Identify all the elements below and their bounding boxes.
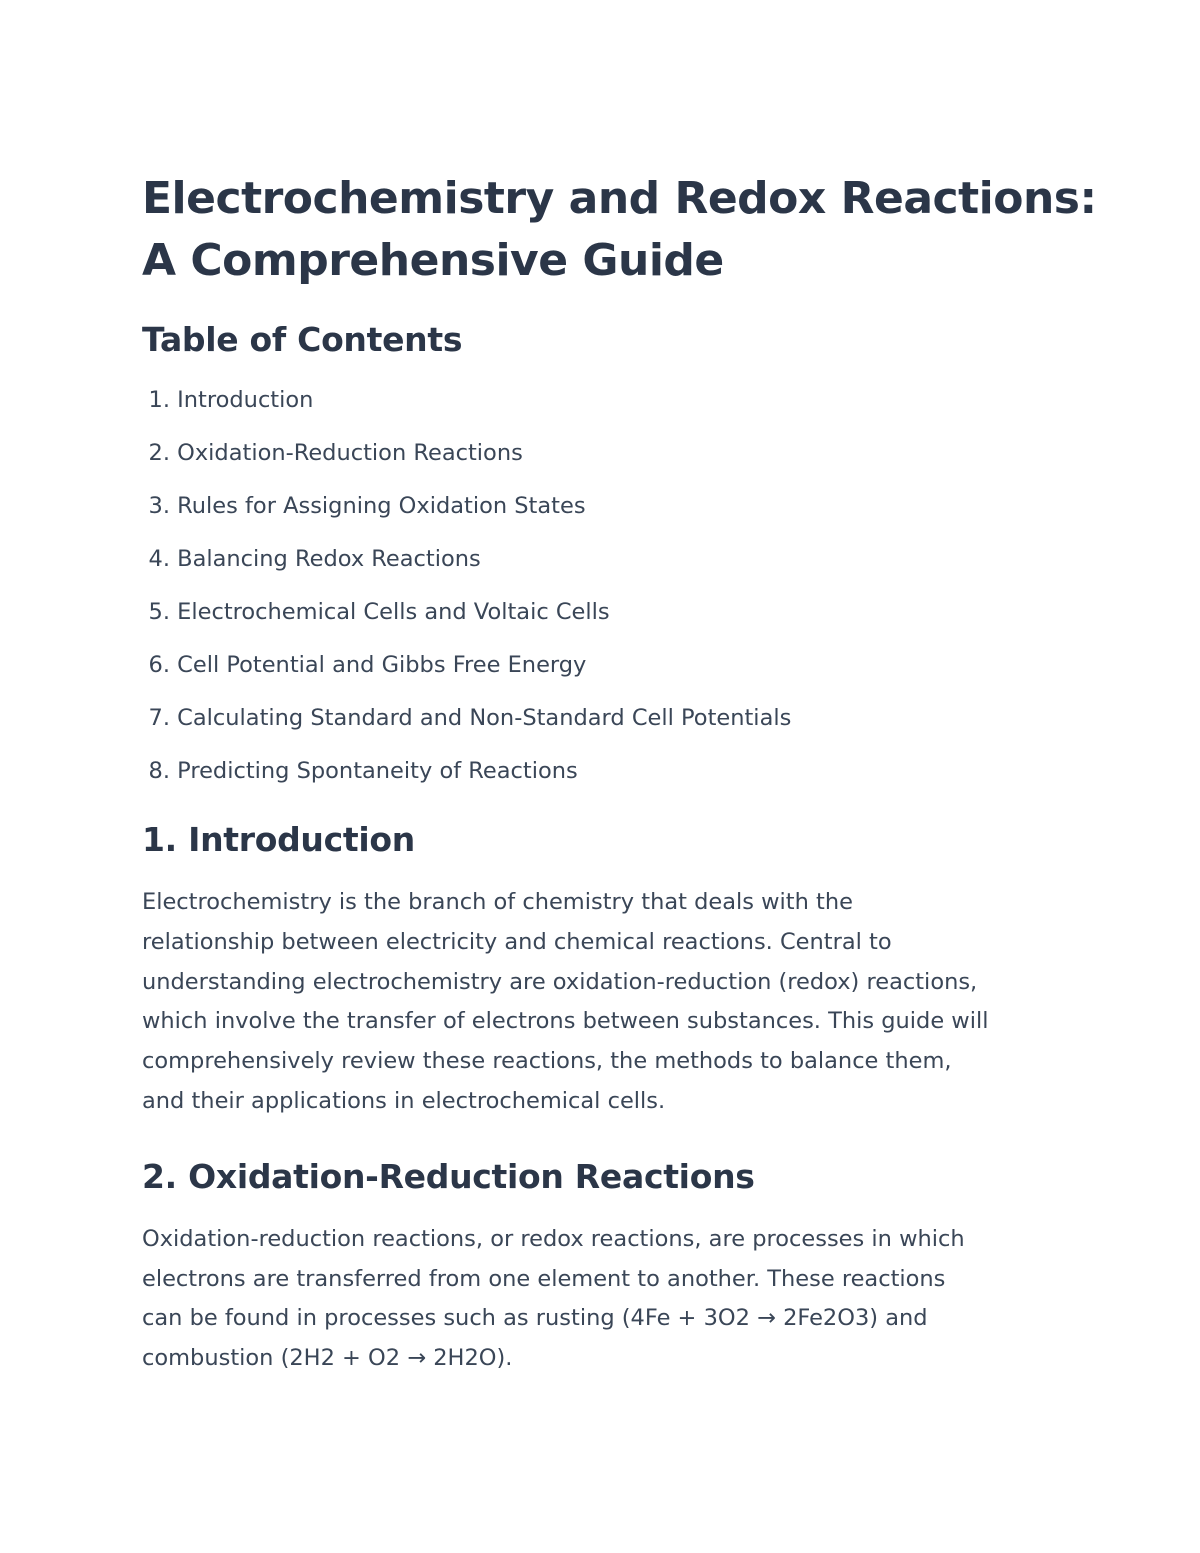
toc-item-number: 8. <box>148 758 170 784</box>
title-line-1: Electrochemistry and Redox Reactions: <box>142 173 1097 224</box>
section-heading-introduction: 1. Introduction <box>142 820 415 859</box>
paragraph-line: combustion (2H2 + O2 → 2H2O). <box>142 1345 513 1372</box>
toc-item-label: Balancing Redox Reactions <box>177 546 481 572</box>
toc-item-number: 2. <box>148 440 170 466</box>
paragraph-line: and their applications in electrochemical cells. <box>142 1087 666 1114</box>
toc-item-label: Cell Potential and Gibbs Free Energy <box>177 652 587 678</box>
toc-item-number: 5. <box>148 599 170 625</box>
toc-item-label: Introduction <box>177 387 314 413</box>
toc-item-number: 4. <box>148 546 170 572</box>
paragraph-line: relationship between electricity and chemical reactions. Central to <box>142 928 892 955</box>
toc-item-label: Calculating Standard and Non-Standard Cell Potentials <box>177 705 792 731</box>
toc-item-label: Electrochemical Cells and Voltaic Cells <box>177 599 610 625</box>
toc-item-balancing[interactable] <box>142 544 1082 574</box>
toc-item-label: Predicting Spontaneity of Reactions <box>177 758 578 784</box>
document-page <box>142 168 1097 1379</box>
section-heading-oxidation-reduction: 2. Oxidation-Reduction Reactions <box>142 1156 755 1196</box>
toc-item-spontaneity[interactable] <box>142 756 1082 786</box>
paragraph-line: which involve the transfer of electrons between substances. This guide will <box>142 1008 989 1035</box>
paragraph-line: Electrochemistry is the branch of chemistry that deals with the <box>142 889 853 915</box>
toc-item-calculating[interactable] <box>142 703 1082 733</box>
paragraph-line: Oxidation-reduction reactions, or redox reactions, are processes in which <box>142 1225 965 1252</box>
section-paragraph-introduction <box>142 883 1082 1122</box>
toc-item-cells[interactable] <box>142 597 1082 627</box>
toc-item-oxidation-reduction[interactable] <box>142 438 1082 468</box>
title-line-2: A Comprehensive Guide <box>142 235 724 286</box>
toc-item-introduction[interactable] <box>142 385 1082 415</box>
document-title <box>142 168 1097 292</box>
paragraph-line: understanding electrochemistry are oxidation-reduction (redox) reactions, <box>142 968 978 995</box>
toc-item-number: 1. <box>148 387 170 413</box>
toc-item-label: Rules for Assigning Oxidation States <box>177 493 586 519</box>
table-of-contents <box>142 385 1082 786</box>
toc-item-oxidation-states[interactable] <box>142 491 1082 521</box>
paragraph-line: comprehensively review these reactions, the methods to balance them, <box>142 1048 952 1075</box>
paragraph-line: can be found in processes such as rusting (4Fe + 3O2 → 2Fe2O3) and <box>142 1305 928 1332</box>
toc-item-number: 7. <box>148 705 170 731</box>
toc-item-label: Oxidation-Reduction Reactions <box>177 440 523 466</box>
toc-heading: Table of Contents <box>142 320 463 359</box>
toc-item-gibbs[interactable] <box>142 650 1082 680</box>
toc-item-number: 3. <box>148 493 170 519</box>
section-paragraph-oxidation-reduction <box>142 1220 1082 1379</box>
paragraph-line: electrons are transferred from one element to another. These reactions <box>142 1265 946 1292</box>
toc-item-number: 6. <box>148 652 170 678</box>
